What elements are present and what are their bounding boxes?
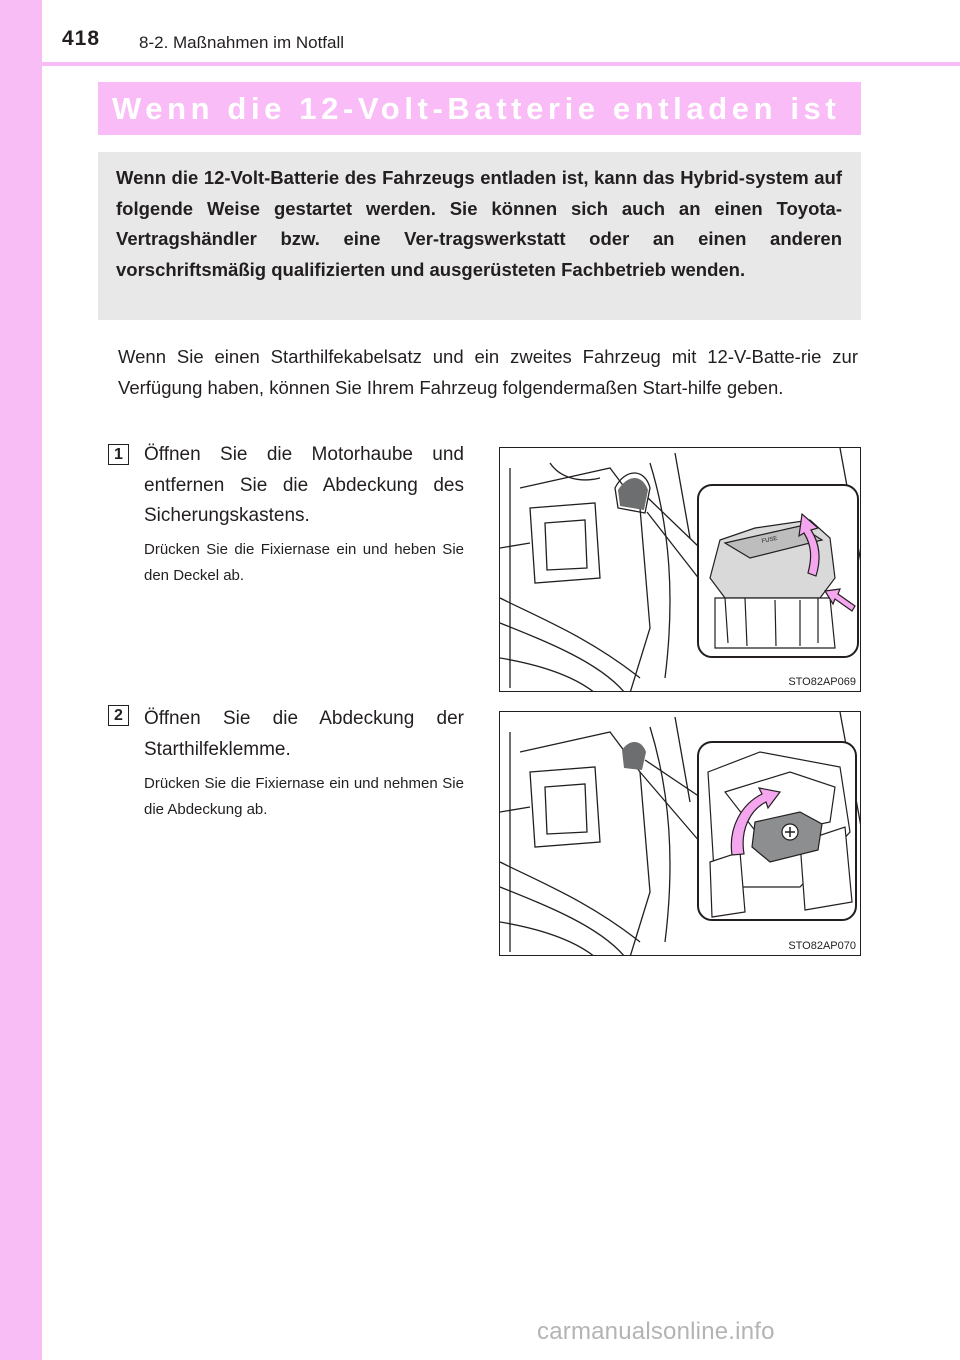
engine-bay-illustration-2: [500, 712, 861, 956]
step-2-number: 2: [108, 705, 129, 726]
terminal-highlight: [622, 742, 646, 770]
step-1-note: Drücken Sie die Fixiernase ein und heben Sie den Deckel ab.: [144, 541, 464, 584]
step-2-note: Drücken Sie die Fixiernase ein und nehmen Sie die Abdeckung ab.: [144, 775, 464, 818]
engine-bay-illustration-1: [500, 448, 861, 692]
chapter-heading: 8-2. Maßnahmen im Notfall: [139, 33, 345, 52]
section-title: Wenn die 12-Volt-Batterie entladen ist: [112, 90, 841, 126]
body-paragraph: Wenn Sie einen Starthilfekabelsatz und ein zweites Fahrzeug mit 12-V-Batte-rie zur Verfügung haben, können Sie Ihrem Fahrzeug folgendermaßen Start-hilfe geben.: [118, 346, 858, 398]
intro-text: Wenn die 12-Volt-Batterie des Fahrzeugs entladen ist, kann das Hybrid-system auf folgende Weise gestartet werden. Sie können sich auch an einen Toyota-Vertragshändler bzw. eine Ver-tragswerkstatt oder an einen anderen vorschriftsmäßig qualifizierten und ausgerüsteten Fachbetrieb wenden.: [116, 167, 842, 280]
figure-code: STO82AP070: [788, 940, 856, 952]
step-1-text: Öffnen Sie die Motorhaube und entfernen Sie die Abdeckung des Sicherungskastens.: [144, 444, 464, 526]
figure-jump-start-terminal: [499, 711, 861, 956]
page-number: 418: [62, 27, 101, 50]
section-title-banner: [98, 82, 861, 135]
fuse-label: FUSE: [761, 535, 779, 545]
figure-fuse-box-cover: [499, 447, 861, 692]
step-2-text: Öffnen Sie die Abdeckung der Starthilfeklemme.: [144, 708, 464, 760]
intro-box: [98, 152, 861, 320]
side-color-strip: [0, 0, 42, 1360]
fuse-box-highlight: [618, 478, 648, 510]
step-1-number: 1: [108, 444, 129, 465]
watermark: carmanualsonline.info: [537, 1318, 775, 1345]
figure-code: STO82AP069: [788, 676, 856, 688]
header-rule: [42, 62, 960, 66]
